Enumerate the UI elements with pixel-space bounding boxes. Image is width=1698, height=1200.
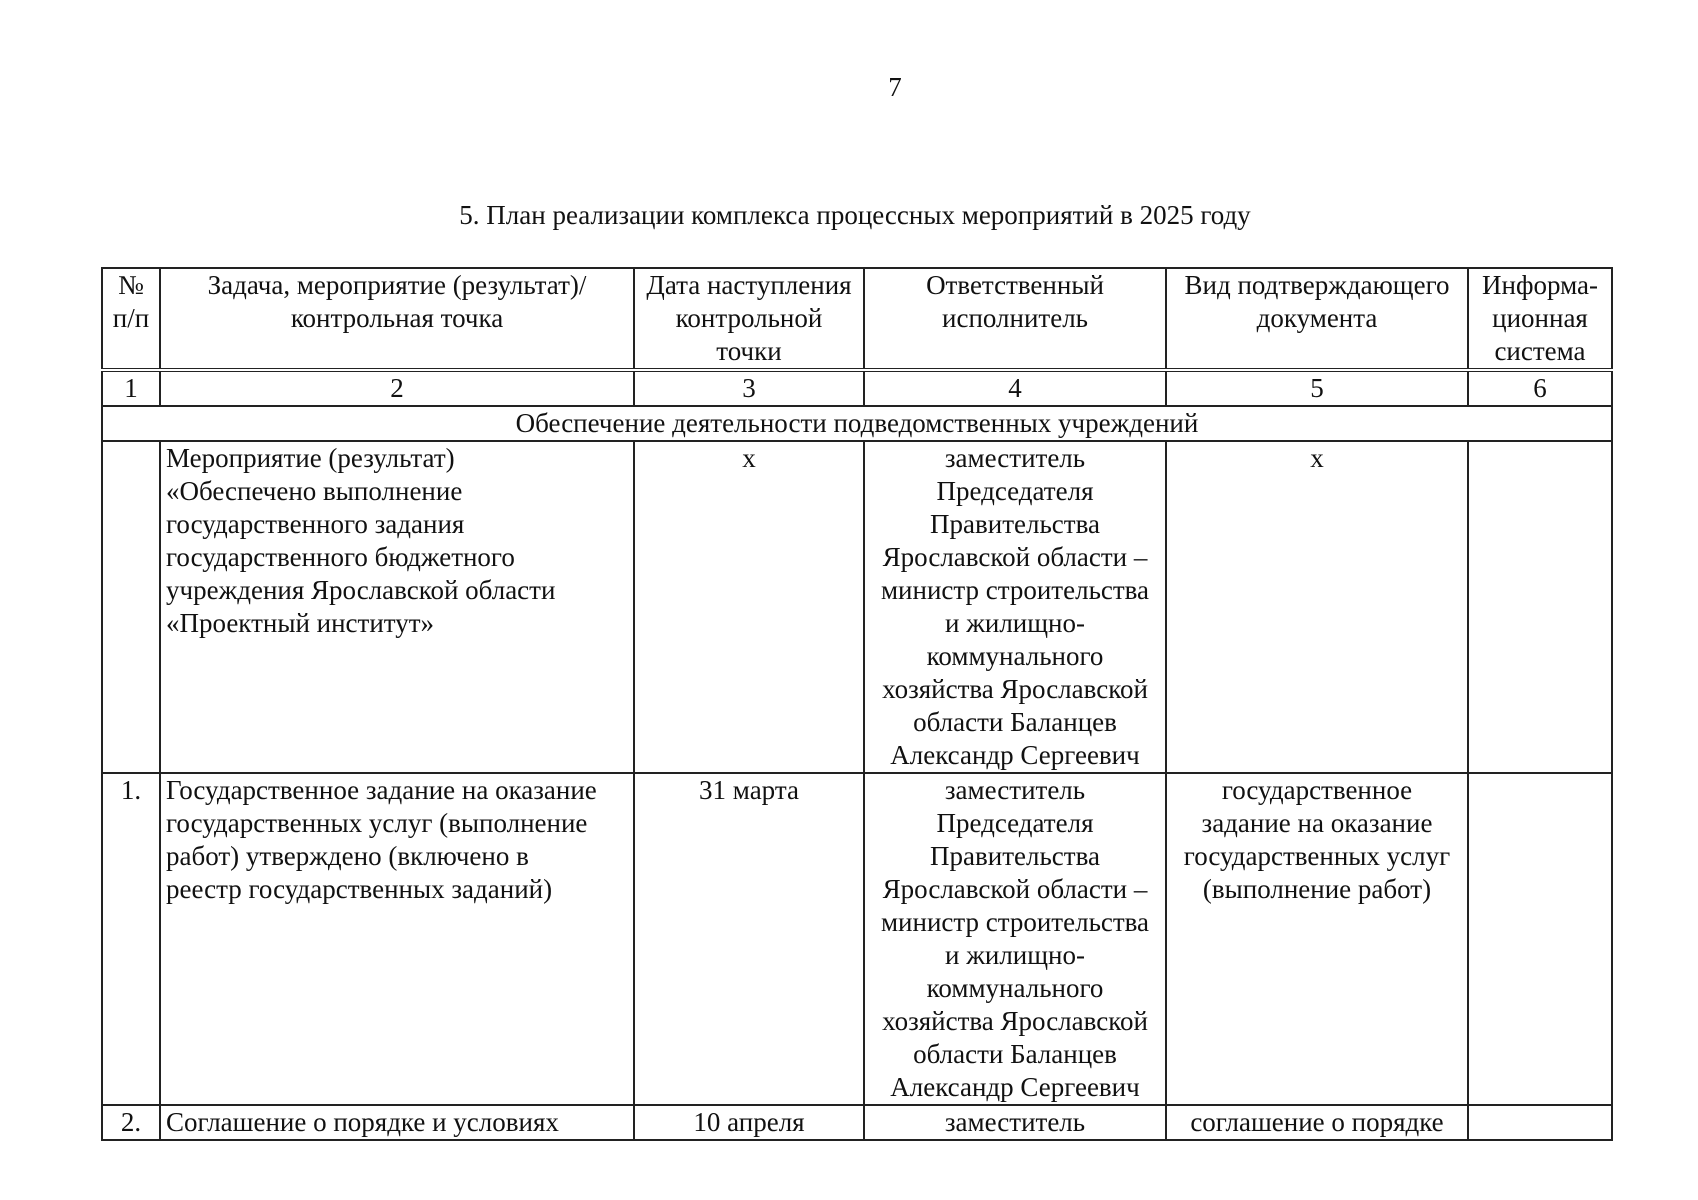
row-document: соглашение о порядке [1166, 1105, 1468, 1140]
row-number: 1. [102, 773, 160, 1105]
section-heading: Обеспечение деятельности подведомственных учреждений [102, 406, 1612, 441]
row-task: Государственное задание на оказание государственных услуг (выполнение работ) утверждено (включено в реестр государственных заданий) [160, 773, 634, 1105]
header-executor: Ответственный исполнитель [864, 268, 1166, 370]
row-document: государственное задание на оказание государственных услуг (выполнение работ) [1166, 773, 1468, 1105]
row-executor: заместитель Председателя Правительства Ярославской области – министр строительства и жилищно- коммунального хозяйства Ярославской области Баланцев Александр Сергеевич [864, 441, 1166, 773]
header-number: № п/п [102, 268, 160, 370]
table-row [102, 441, 1612, 773]
row-task: Соглашение о порядке и условиях [160, 1105, 634, 1140]
row-task: Мероприятие (результат) «Обеспечено выполнение государственного задания государственного бюджетного учреждения Ярославской области «Проектный институт» [160, 441, 634, 773]
plan-table [101, 267, 1613, 1141]
section-row [102, 406, 1612, 441]
section-title: 5. План реализации комплекса процессных мероприятий в 2025 году [459, 200, 1251, 230]
row-date: 31 марта [634, 773, 864, 1105]
column-number: 3 [634, 370, 864, 406]
header-document: Вид подтверждающего документа [1166, 268, 1468, 370]
column-number: 4 [864, 370, 1166, 406]
column-number-row [102, 370, 1612, 406]
row-document: х [1166, 441, 1468, 773]
table-row [102, 1105, 1612, 1140]
column-number: 6 [1468, 370, 1612, 406]
row-date: х [634, 441, 864, 773]
header-date: Дата наступления контрольной точки [634, 268, 864, 370]
header-system: Информа- ционная система [1468, 268, 1612, 370]
header-row [102, 268, 1612, 370]
row-system [1468, 1105, 1612, 1140]
column-number: 2 [160, 370, 634, 406]
header-task: Задача, мероприятие (результат)/ контрольная точка [160, 268, 634, 370]
column-number: 5 [1166, 370, 1468, 406]
row-executor: заместитель Председателя Правительства Ярославской области – министр строительства и жилищно- коммунального хозяйства Ярославской области Баланцев Александр Сергеевич [864, 773, 1166, 1105]
row-date: 10 апреля [634, 1105, 864, 1140]
row-system [1468, 773, 1612, 1105]
row-number [102, 441, 160, 773]
row-executor: заместитель [864, 1105, 1166, 1140]
row-number: 2. [102, 1105, 160, 1140]
column-number: 1 [102, 370, 160, 406]
page-number: 7 [888, 72, 902, 102]
table-row [102, 773, 1612, 1105]
row-system [1468, 441, 1612, 773]
